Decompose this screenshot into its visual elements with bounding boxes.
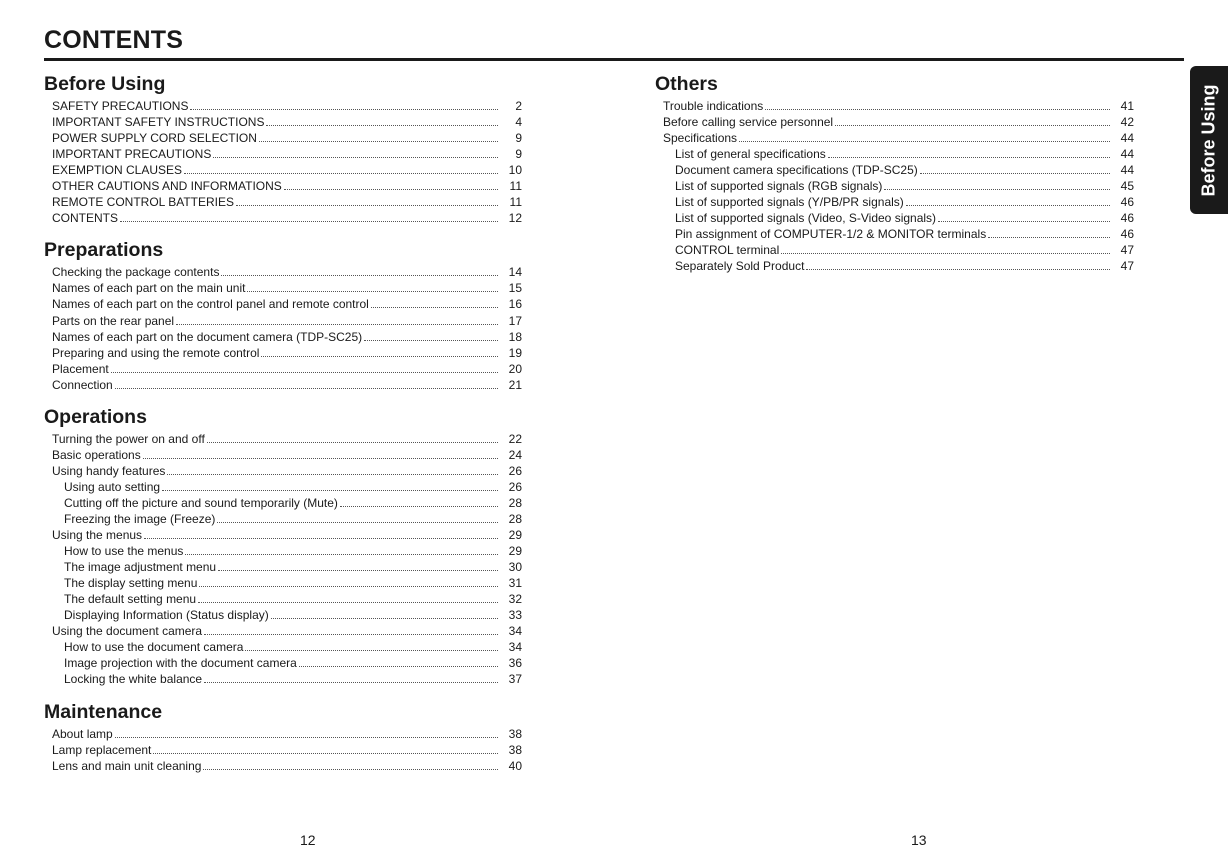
page-number-left: 12: [300, 832, 316, 848]
toc-entry-page: 30: [508, 560, 522, 575]
toc-entry-page: 17: [508, 313, 522, 328]
toc-entry: [44, 511, 522, 527]
toc-entry-page: 10: [508, 163, 522, 178]
dot-leader: [371, 298, 498, 308]
toc-entry-page: 20: [508, 361, 522, 376]
dot-leader: [144, 529, 498, 539]
toc-entry-text: Names of each part on the document camera (TDP-SC25): [52, 329, 363, 344]
toc-entry-page: 18: [508, 329, 522, 344]
toc-entry-text: Checking the package contents: [52, 265, 220, 280]
toc-entry-page: 15: [508, 281, 522, 296]
toc-entry-page: 31: [508, 576, 522, 591]
dot-leader: [765, 100, 1110, 110]
toc-entry-page: 47: [1120, 243, 1134, 258]
toc-entry: [44, 655, 522, 671]
toc-entry-page: 9: [515, 131, 522, 146]
toc-entry: [655, 194, 1134, 210]
toc-entry-text: OTHER CAUTIONS AND INFORMATIONS: [52, 179, 282, 194]
toc-entry-page: 40: [508, 758, 522, 773]
toc-entry: [44, 639, 522, 655]
dot-leader: [143, 449, 498, 459]
toc-entry: [44, 431, 522, 447]
toc-entry-page: 44: [1120, 131, 1134, 146]
toc-entry: [655, 242, 1134, 258]
toc-entry-page: 38: [508, 726, 522, 741]
toc-entry-text: About lamp: [52, 726, 113, 741]
toc-entry-text: Document camera specifications (TDP-SC25): [675, 163, 918, 178]
dot-leader: [828, 148, 1110, 158]
dot-leader: [938, 212, 1110, 222]
toc-entry-page: 47: [1120, 259, 1134, 274]
toc-entry-page: 26: [508, 463, 522, 478]
toc-entry-page: 2: [515, 99, 522, 113]
toc-entry-page: 34: [508, 640, 522, 655]
toc-entry: [44, 463, 522, 479]
toc-entry-page: 29: [508, 544, 522, 559]
toc-section: [44, 698, 522, 774]
dot-leader: [364, 331, 498, 341]
dot-leader: [111, 363, 498, 373]
dot-leader: [835, 116, 1110, 126]
toc-entry-text: POWER SUPPLY CORD SELECTION: [52, 131, 257, 146]
toc-entry-text: List of supported signals (Y/PB/PR signals): [675, 195, 904, 210]
section-heading: Preparations: [44, 239, 164, 262]
toc-section: [44, 70, 522, 226]
section-tab: [1190, 66, 1228, 214]
dot-leader: [199, 577, 498, 587]
toc-entry: [44, 591, 522, 607]
toc-entry-text: IMPORTANT SAFETY INSTRUCTIONS: [52, 115, 265, 130]
dot-leader: [806, 260, 1110, 270]
toc-entry-text: Using the document camera: [52, 624, 203, 639]
toc-entry-list: [44, 264, 522, 392]
dot-leader: [204, 673, 498, 683]
dot-leader: [340, 497, 498, 507]
toc-entry-page: 11: [509, 195, 522, 210]
toc-entry: [44, 742, 522, 758]
dot-leader: [266, 116, 498, 126]
toc-entry-page: 24: [508, 447, 522, 462]
toc-entry-page: 34: [508, 624, 522, 639]
dot-leader: [153, 744, 498, 754]
dot-leader: [203, 760, 498, 770]
toc-entry-page: 4: [515, 115, 522, 130]
toc-entry: [44, 607, 522, 623]
toc-entry-text: How to use the menus: [64, 544, 184, 559]
toc-entry: [44, 329, 522, 345]
toc-entry: [44, 726, 522, 742]
dot-leader: [162, 481, 498, 491]
toc-entry: [44, 264, 522, 280]
toc-entry-page: 28: [508, 511, 522, 526]
dot-leader: [920, 164, 1110, 174]
toc-entry-page: 42: [1120, 115, 1134, 130]
toc-entry: [655, 146, 1134, 162]
toc-entry-text: EXEMPTION CLAUSES: [52, 163, 183, 178]
toc-entry-text: Turning the power on and off: [52, 431, 205, 446]
toc-entry-text: Using auto setting: [64, 479, 161, 494]
dot-leader: [781, 244, 1110, 254]
toc-entry-page: 46: [1120, 195, 1134, 210]
toc-entry: [44, 575, 522, 591]
toc-entry-list: [44, 98, 522, 226]
toc-entry-page: 45: [1120, 179, 1134, 194]
toc-entry: [44, 559, 522, 575]
toc-entry: [44, 543, 522, 559]
toc-entry-list: [44, 726, 522, 774]
toc-entry-list: [655, 98, 1134, 275]
toc-entry: [44, 377, 522, 393]
toc-entry: [655, 130, 1134, 146]
dot-leader: [247, 282, 498, 292]
dot-leader: [217, 513, 498, 523]
toc-entry-page: 36: [508, 656, 522, 671]
toc-entry: [655, 258, 1134, 274]
dot-leader: [299, 657, 498, 667]
toc-entry-text: Lens and main unit cleaning: [52, 758, 202, 773]
toc-entry-page: 44: [1120, 147, 1134, 162]
dot-leader: [115, 728, 498, 738]
dot-leader: [204, 625, 498, 635]
toc-entry: [44, 345, 522, 361]
toc-entry: [655, 114, 1134, 130]
toc-entry-page: 22: [508, 431, 522, 446]
toc-entry-text: Names of each part on the control panel and remote control: [52, 297, 369, 312]
toc-entry-text: Trouble indications: [663, 99, 764, 113]
toc-entry-text: Image projection with the document camera: [64, 656, 297, 671]
toc-section: [44, 403, 522, 688]
dot-leader: [120, 212, 498, 222]
toc-section: [655, 70, 1134, 275]
right-column: [655, 70, 1134, 285]
toc-entry-text: Before calling service personnel: [663, 115, 834, 130]
toc-entry: [44, 98, 522, 114]
toc-entry: [44, 527, 522, 543]
toc-entry-page: 28: [508, 495, 522, 510]
toc-entry-text: Cutting off the picture and sound temporarily (Mute): [64, 495, 338, 510]
toc-entry-text: Separately Sold Product: [675, 259, 805, 274]
toc-entry: [44, 361, 522, 377]
dot-leader: [884, 180, 1110, 190]
toc-entry: [655, 178, 1134, 194]
toc-entry-page: 19: [508, 345, 522, 360]
dot-leader: [218, 561, 498, 571]
left-column: [44, 70, 522, 784]
section-heading: Before Using: [44, 73, 166, 95]
toc-entry-text: Using handy features: [52, 463, 166, 478]
section-heading: Maintenance: [44, 700, 163, 723]
toc-entry-text: List of general specifications: [675, 147, 826, 162]
dot-leader: [207, 433, 498, 443]
toc-entry: [44, 479, 522, 495]
toc-entry-text: SAFETY PRECAUTIONS: [52, 99, 189, 113]
toc-entry-text: Parts on the rear panel: [52, 313, 175, 328]
dot-leader: [245, 641, 498, 651]
toc-entry: [655, 226, 1134, 242]
toc-entry-text: The image adjustment menu: [64, 560, 217, 575]
toc-entry-text: The display setting menu: [64, 576, 198, 591]
toc-entry: [44, 623, 522, 639]
toc-entry: [44, 194, 522, 210]
dot-leader: [739, 132, 1110, 142]
toc-entry-page: 46: [1120, 211, 1134, 226]
dot-leader: [271, 609, 498, 619]
dot-leader: [176, 315, 498, 325]
dot-leader: [115, 379, 498, 389]
toc-entry-text: List of supported signals (Video, S-Video signals): [675, 211, 937, 226]
toc-entry: [44, 495, 522, 511]
toc-entry: [655, 210, 1134, 226]
dot-leader: [284, 180, 498, 190]
toc-entry-page: 29: [508, 528, 522, 543]
toc-entry-list: [44, 431, 522, 688]
toc-section: [44, 236, 522, 392]
toc-entry: [655, 98, 1134, 114]
toc-entry-text: The default setting menu: [64, 592, 197, 607]
toc-entry: [44, 758, 522, 774]
toc-entry-page: 38: [508, 742, 522, 757]
toc-entry-page: 46: [1120, 227, 1134, 242]
toc-entry-text: Freezing the image (Freeze): [64, 511, 216, 526]
toc-entry-text: IMPORTANT PRECAUTIONS: [52, 147, 212, 162]
toc-entry: [44, 162, 522, 178]
dot-leader: [221, 266, 498, 276]
toc-entry-page: 37: [508, 672, 522, 687]
toc-entry: [44, 296, 522, 312]
dot-leader: [184, 164, 498, 174]
toc-entry: [44, 313, 522, 329]
toc-entry-text: Names of each part on the main unit: [52, 281, 246, 296]
toc-entry-page: 32: [508, 592, 522, 607]
title-rule: [44, 58, 1184, 61]
toc-entry-page: 26: [508, 479, 522, 494]
toc-entry-page: 44: [1120, 163, 1134, 178]
toc-entry-text: Basic operations: [52, 447, 141, 462]
toc-entry-text: Locking the white balance: [64, 672, 203, 687]
toc-entry-text: CONTENTS: [52, 211, 118, 226]
dot-leader: [190, 100, 498, 110]
toc-entry: [44, 114, 522, 130]
dot-leader: [167, 465, 498, 475]
page-title: CONTENTS: [44, 26, 184, 54]
toc-entry-text: Displaying Information (Status display): [64, 608, 269, 623]
toc-entry-page: 21: [508, 377, 522, 392]
dot-leader: [261, 347, 498, 357]
toc-entry-text: Preparing and using the remote control: [52, 345, 260, 360]
toc-entry: [655, 162, 1134, 178]
page-number-right: 13: [911, 832, 927, 848]
toc-entry-page: 9: [515, 147, 522, 162]
toc-entry-text: Pin assignment of COMPUTER-1/2 & MONITOR terminals: [675, 227, 987, 242]
toc-entry-page: 12: [508, 211, 522, 226]
toc-entry-page: 33: [508, 608, 522, 623]
dot-leader: [988, 228, 1110, 238]
dot-leader: [236, 196, 498, 206]
section-heading: Others: [655, 73, 718, 95]
toc-entry: [44, 280, 522, 296]
toc-entry-text: REMOTE CONTROL BATTERIES: [52, 195, 235, 210]
dot-leader: [185, 545, 498, 555]
toc-entry-text: Connection: [52, 377, 113, 392]
toc-entry: [44, 178, 522, 194]
toc-entry-text: Using the menus: [52, 528, 143, 543]
toc-entry-text: Specifications: [663, 131, 738, 146]
toc-entry-text: Lamp replacement: [52, 742, 152, 757]
toc-entry: [44, 130, 522, 146]
toc-entry-page: 11: [509, 179, 522, 194]
dot-leader: [213, 148, 498, 158]
toc-entry: [44, 146, 522, 162]
section-heading: Operations: [44, 405, 147, 428]
toc-entry-page: 14: [508, 265, 522, 280]
toc-entry-text: How to use the document camera: [64, 640, 244, 655]
dot-leader: [198, 593, 498, 603]
toc-entry-text: CONTROL terminal: [675, 243, 780, 258]
toc-entry-page: 16: [508, 297, 522, 312]
toc-entry-text: Placement: [52, 361, 109, 376]
toc-entry-text: List of supported signals (RGB signals): [675, 179, 883, 194]
toc-entry: [44, 671, 522, 687]
toc-entry: [44, 447, 522, 463]
dot-leader: [906, 196, 1110, 206]
section-tab-label: Before Using: [1198, 83, 1219, 197]
dot-leader: [259, 132, 498, 142]
toc-entry-page: 41: [1120, 99, 1134, 113]
toc-entry: [44, 210, 522, 226]
